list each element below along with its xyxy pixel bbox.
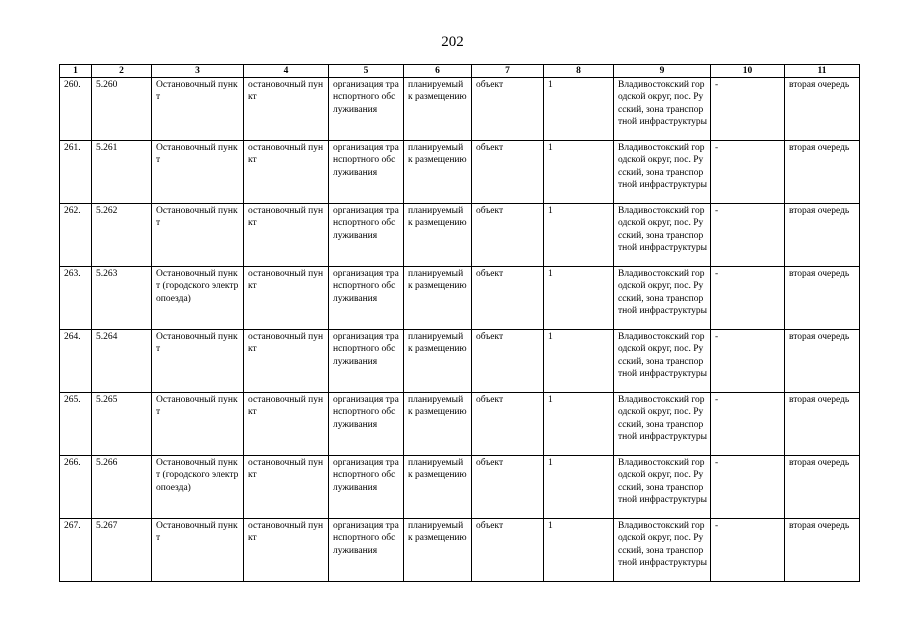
cell-quantity: 1 [544, 456, 614, 519]
cell-status: планируемый к размещению [404, 204, 472, 267]
cell-code: 5.264 [92, 330, 152, 393]
cell-quantity: 1 [544, 78, 614, 141]
cell-status: планируемый к размещению [404, 78, 472, 141]
header-cell: 5 [329, 65, 404, 78]
cell-unit: объект [472, 267, 544, 330]
cell-number: 260. [60, 78, 92, 141]
table-row [60, 456, 860, 519]
table-row [60, 393, 860, 456]
cell-stage: вторая очередь [785, 393, 860, 456]
cell-location: Владивостокский городской округ, пос. Русский, зона транспортной инфраструктуры [614, 267, 711, 330]
cell-zone: - [711, 393, 785, 456]
header-cell: 10 [711, 65, 785, 78]
cell-status: планируемый к размещению [404, 141, 472, 204]
table-header [60, 65, 860, 78]
cell-name: Остановочный пункт [152, 78, 244, 141]
cell-purpose: организация транспортного обслуживания [329, 456, 404, 519]
cell-purpose: организация транспортного обслуживания [329, 141, 404, 204]
header-cell: 8 [544, 65, 614, 78]
cell-purpose: организация транспортного обслуживания [329, 267, 404, 330]
cell-quantity: 1 [544, 267, 614, 330]
cell-unit: объект [472, 393, 544, 456]
cell-code: 5.262 [92, 204, 152, 267]
cell-code: 5.267 [92, 519, 152, 582]
cell-name: Остановочный пункт [152, 330, 244, 393]
page-number: 202 [441, 34, 464, 50]
cell-number: 267. [60, 519, 92, 582]
cell-type: остановочный пункт [244, 78, 329, 141]
cell-stage: вторая очередь [785, 141, 860, 204]
cell-code: 5.266 [92, 456, 152, 519]
cell-type: остановочный пункт [244, 456, 329, 519]
cell-purpose: организация транспортного обслуживания [329, 519, 404, 582]
cell-unit: объект [472, 78, 544, 141]
table-row [60, 141, 860, 204]
cell-stage: вторая очередь [785, 267, 860, 330]
cell-name: Остановочный пункт (городского электропоезда) [152, 456, 244, 519]
cell-number: 262. [60, 204, 92, 267]
cell-zone: - [711, 519, 785, 582]
table-row [60, 330, 860, 393]
cell-status: планируемый к размещению [404, 519, 472, 582]
cell-code: 5.261 [92, 141, 152, 204]
cell-name: Остановочный пункт [152, 141, 244, 204]
cell-code: 5.263 [92, 267, 152, 330]
cell-type: остановочный пункт [244, 267, 329, 330]
cell-code: 5.265 [92, 393, 152, 456]
cell-purpose: организация транспортного обслуживания [329, 78, 404, 141]
cell-quantity: 1 [544, 393, 614, 456]
cell-unit: объект [472, 204, 544, 267]
cell-stage: вторая очередь [785, 204, 860, 267]
cell-type: остановочный пункт [244, 393, 329, 456]
cell-purpose: организация транспортного обслуживания [329, 204, 404, 267]
cell-status: планируемый к размещению [404, 456, 472, 519]
cell-purpose: организация транспортного обслуживания [329, 330, 404, 393]
cell-quantity: 1 [544, 204, 614, 267]
cell-type: остановочный пункт [244, 141, 329, 204]
cell-name: Остановочный пункт [152, 393, 244, 456]
cell-stage: вторая очередь [785, 78, 860, 141]
cell-number: 263. [60, 267, 92, 330]
cell-number: 266. [60, 456, 92, 519]
header-cell: 4 [244, 65, 329, 78]
header-row [60, 65, 860, 78]
cell-zone: - [711, 204, 785, 267]
cell-location: Владивостокский городской округ, пос. Русский, зона транспортной инфраструктуры [614, 519, 711, 582]
cell-unit: объект [472, 141, 544, 204]
header-cell: 11 [785, 65, 860, 78]
cell-location: Владивостокский городской округ, пос. Русский, зона транспортной инфраструктуры [614, 393, 711, 456]
cell-quantity: 1 [544, 519, 614, 582]
cell-number: 264. [60, 330, 92, 393]
table-row [60, 267, 860, 330]
cell-zone: - [711, 456, 785, 519]
cell-type: остановочный пункт [244, 330, 329, 393]
cell-unit: объект [472, 456, 544, 519]
table-body [60, 78, 860, 582]
cell-stage: вторая очередь [785, 456, 860, 519]
cell-number: 265. [60, 393, 92, 456]
cell-location: Владивостокский городской округ, пос. Русский, зона транспортной инфраструктуры [614, 330, 711, 393]
cell-status: планируемый к размещению [404, 267, 472, 330]
cell-name: Остановочный пункт (городского электропоезда) [152, 267, 244, 330]
table-row [60, 78, 860, 141]
cell-quantity: 1 [544, 330, 614, 393]
table-row [60, 204, 860, 267]
cell-status: планируемый к размещению [404, 393, 472, 456]
header-cell: 6 [404, 65, 472, 78]
cell-unit: объект [472, 519, 544, 582]
cell-unit: объект [472, 330, 544, 393]
cell-location: Владивостокский городской округ, пос. Русский, зона транспортной инфраструктуры [614, 456, 711, 519]
cell-zone: - [711, 78, 785, 141]
cell-zone: - [711, 267, 785, 330]
cell-purpose: организация транспортного обслуживания [329, 393, 404, 456]
header-cell: 1 [60, 65, 92, 78]
cell-quantity: 1 [544, 141, 614, 204]
cell-number: 261. [60, 141, 92, 204]
data-table [59, 64, 860, 582]
cell-location: Владивостокский городской округ, пос. Русский, зона транспортной инфраструктуры [614, 204, 711, 267]
cell-zone: - [711, 330, 785, 393]
header-cell: 7 [472, 65, 544, 78]
cell-name: Остановочный пункт [152, 519, 244, 582]
cell-location: Владивостокский городской округ, пос. Русский, зона транспортной инфраструктуры [614, 78, 711, 141]
cell-status: планируемый к размещению [404, 330, 472, 393]
table-row [60, 519, 860, 582]
cell-location: Владивостокский городской округ, пос. Русский, зона транспортной инфраструктуры [614, 141, 711, 204]
cell-stage: вторая очередь [785, 519, 860, 582]
header-cell: 2 [92, 65, 152, 78]
cell-type: остановочный пункт [244, 519, 329, 582]
header-cell: 3 [152, 65, 244, 78]
cell-type: остановочный пункт [244, 204, 329, 267]
cell-name: Остановочный пункт [152, 204, 244, 267]
cell-code: 5.260 [92, 78, 152, 141]
header-cell: 9 [614, 65, 711, 78]
cell-stage: вторая очередь [785, 330, 860, 393]
cell-zone: - [711, 141, 785, 204]
